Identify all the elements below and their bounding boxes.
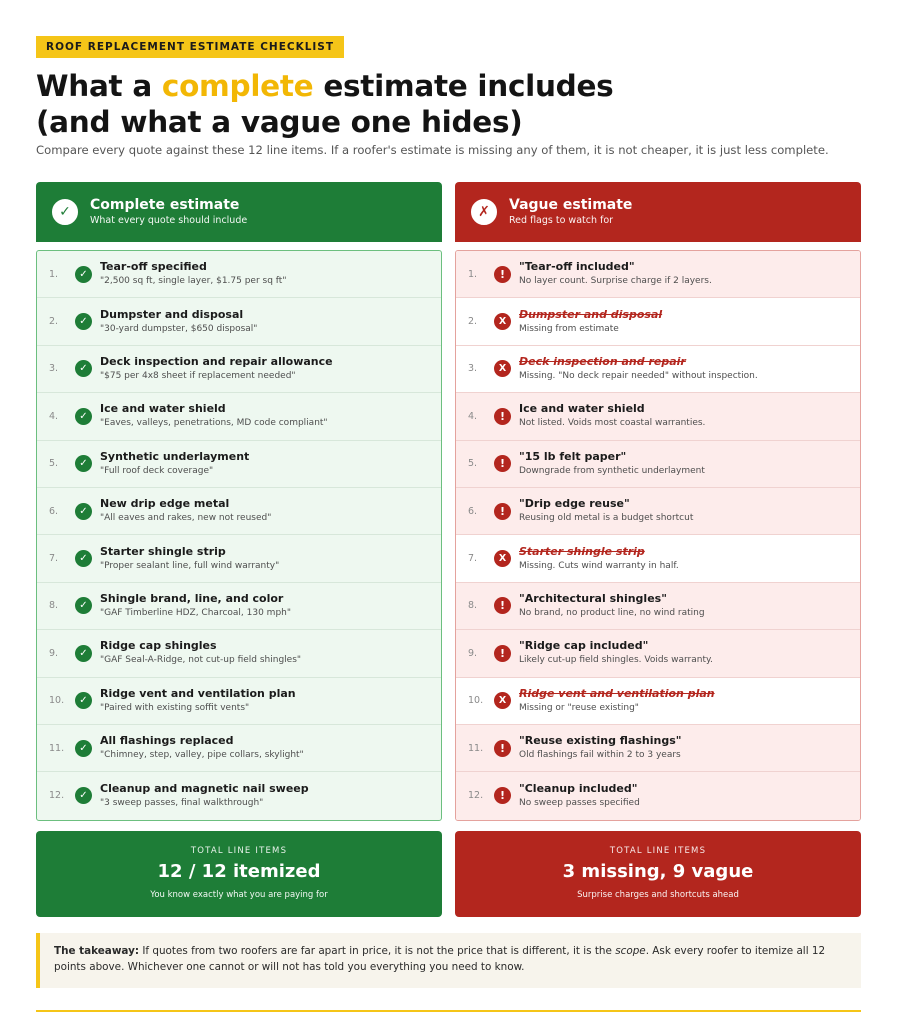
takeaway-callout (36, 933, 861, 988)
item-detail: "All eaves and rakes, new not reused" (100, 513, 272, 524)
x-icon: X (494, 692, 511, 709)
item-detail: "GAF Seal-A-Ridge, not cut-up field shingles" (100, 655, 302, 666)
item-title: Synthetic underlayment (100, 449, 250, 463)
item-number: 1. (49, 268, 59, 280)
item-number: 3. (49, 363, 59, 375)
item-detail: Reusing old metal is a budget shortcut (519, 513, 694, 524)
x-icon: X (494, 360, 511, 377)
alert-icon: ! (494, 787, 511, 804)
item-detail: "2,500 sq ft, single layer, $1.75 per sq ft" (100, 276, 287, 287)
complete-item (37, 772, 441, 819)
item-title: "Architectural shingles" (519, 591, 667, 605)
item-number: 9. (49, 647, 59, 659)
item-detail: Missing or "reuse existing" (519, 702, 639, 713)
item-number: 5. (468, 458, 478, 470)
item-detail: "GAF Timberline HDZ, Charcoal, 130 mph" (100, 607, 291, 618)
item-title: Dumpster and disposal (100, 307, 244, 321)
item-title: Starter shingle strip (519, 544, 645, 558)
check-icon: ✓ (52, 199, 78, 225)
item-number: 2. (49, 316, 59, 328)
item-number: 12. (468, 790, 484, 802)
vague-estimate-column (455, 182, 861, 821)
complete-title: Complete estimate (90, 197, 240, 213)
item-title: Deck inspection and repair (519, 354, 686, 368)
item-number: 7. (49, 553, 59, 565)
vague-item (456, 346, 860, 393)
item-number: 4. (49, 410, 59, 422)
item-detail: Missing. Cuts wind warranty in half. (519, 560, 679, 571)
x-icon: X (494, 313, 511, 330)
vague-total-card (455, 831, 861, 917)
item-title: "Cleanup included" (519, 781, 638, 795)
title-accent: complete (161, 69, 314, 103)
check-icon: ✓ (75, 455, 92, 472)
item-detail: "Paired with existing soffit vents" (100, 702, 250, 713)
item-detail: No layer count. Surprise charge if 2 layers. (519, 276, 712, 287)
vague-item (456, 251, 860, 298)
complete-item (37, 725, 441, 772)
item-detail: Old flashings fail within 2 to 3 years (519, 750, 681, 761)
item-detail: Likely cut-up field shingles. Voids warranty. (519, 655, 713, 666)
item-title: Starter shingle strip (100, 544, 226, 558)
complete-total-label: TOTAL LINE ITEMS (190, 846, 288, 856)
complete-estimate-column (36, 182, 442, 821)
item-detail: "$75 per 4x8 sheet if replacement needed" (100, 370, 296, 381)
alert-icon: ! (494, 503, 511, 520)
takeaway-text-1: If quotes from two roofers are far apart in price, it is not the price that is different, it is the (139, 945, 616, 957)
item-number: 9. (468, 647, 478, 659)
alert-icon: ! (494, 740, 511, 757)
vague-item (456, 393, 860, 440)
vague-item (456, 630, 860, 677)
page-subtitle: Compare every quote against these 12 line items. If a roofer's estimate is missing any of them, it is not cheaper, it is just less complete. (36, 143, 829, 157)
item-detail: "3 sweep passes, final walkthrough" (100, 797, 264, 808)
item-title: All flashings replaced (100, 734, 234, 748)
item-number: 10. (468, 695, 484, 707)
vague-list (455, 250, 861, 821)
item-title: "Drip edge reuse" (519, 497, 630, 511)
page-title (36, 68, 856, 140)
vague-item (456, 583, 860, 630)
alert-icon: ! (494, 455, 511, 472)
check-icon: ✓ (75, 597, 92, 614)
item-title: Shingle brand, line, and color (100, 591, 284, 605)
vague-header (455, 182, 861, 242)
item-number: 4. (468, 410, 478, 422)
x-icon: X (494, 550, 511, 567)
vague-total-note: Surprise charges and shortcuts ahead (577, 890, 739, 900)
vague-total-value: 3 missing, 9 vague (562, 861, 754, 882)
item-title: Ridge cap shingles (100, 639, 217, 653)
item-title: Tear-off specified (100, 260, 207, 274)
check-icon: ✓ (75, 360, 92, 377)
complete-item (37, 630, 441, 677)
vague-item (456, 441, 860, 488)
item-detail: "Eaves, valleys, penetrations, MD code compliant" (100, 418, 328, 429)
item-detail: Missing from estimate (519, 323, 619, 334)
check-icon: ✓ (75, 408, 92, 425)
vague-total-label: TOTAL LINE ITEMS (609, 846, 707, 856)
item-title: Dumpster and disposal (519, 307, 663, 321)
item-title: Deck inspection and repair allowance (100, 354, 333, 368)
complete-total-note: You know exactly what you are paying for (150, 890, 328, 900)
item-number: 12. (49, 790, 65, 802)
item-detail: "Full roof deck coverage" (100, 465, 214, 476)
item-title: Ridge vent and ventilation plan (519, 686, 715, 700)
item-detail: "30-yard dumpster, $650 disposal" (100, 323, 258, 334)
takeaway-emphasis: scope (615, 945, 646, 957)
complete-total-card (36, 831, 442, 917)
alert-icon: ! (494, 266, 511, 283)
item-detail: Downgrade from synthetic underlayment (519, 465, 705, 476)
complete-item (37, 298, 441, 345)
item-title: "15 lb felt paper" (519, 449, 627, 463)
item-number: 8. (49, 600, 59, 612)
complete-list (36, 250, 442, 821)
item-number: 6. (49, 505, 59, 517)
complete-item (37, 251, 441, 298)
check-icon: ✓ (75, 266, 92, 283)
complete-subtitle: What every quote should include (90, 215, 248, 226)
vague-item (456, 678, 860, 725)
item-number: 11. (468, 742, 484, 754)
alert-icon: ! (494, 645, 511, 662)
title-part-1: What a (36, 69, 162, 103)
complete-item (37, 535, 441, 582)
item-number: 7. (468, 553, 478, 565)
item-detail: No sweep passes specified (519, 797, 640, 808)
x-icon: ✗ (471, 199, 497, 225)
item-number: 6. (468, 505, 478, 517)
takeaway-text-2: . Ask every roofer to itemize all 12 points above. Whichever one cannot or will not has told you everything you need to know. (54, 945, 826, 973)
check-icon: ✓ (75, 692, 92, 709)
item-title: "Reuse existing flashings" (519, 734, 682, 748)
vague-item (456, 535, 860, 582)
takeaway-lead: The takeaway: (54, 945, 140, 957)
vague-item (456, 725, 860, 772)
item-number: 5. (49, 458, 59, 470)
item-number: 1. (468, 268, 478, 280)
vague-subtitle: Red flags to watch for (509, 215, 614, 226)
check-icon: ✓ (75, 645, 92, 662)
complete-item (37, 346, 441, 393)
item-number: 3. (468, 363, 478, 375)
item-title: Ice and water shield (100, 402, 226, 416)
item-number: 8. (468, 600, 478, 612)
item-detail: "Chimney, step, valley, pipe collars, skylight" (100, 750, 304, 761)
complete-header (36, 182, 442, 242)
item-detail: Not listed. Voids most coastal warranties. (519, 418, 706, 429)
item-title: "Tear-off included" (519, 260, 635, 274)
vague-item (456, 488, 860, 535)
check-icon: ✓ (75, 313, 92, 330)
alert-icon: ! (494, 408, 511, 425)
item-number: 2. (468, 316, 478, 328)
complete-item (37, 441, 441, 488)
item-title: Ridge vent and ventilation plan (100, 686, 296, 700)
item-title: Cleanup and magnetic nail sweep (100, 781, 309, 795)
item-detail: Missing. "No deck repair needed" without inspection. (519, 370, 758, 381)
vague-item (456, 298, 860, 345)
check-icon: ✓ (75, 503, 92, 520)
item-title: Ice and water shield (519, 402, 645, 416)
title-line-2: (and what a vague one hides) (36, 105, 523, 139)
complete-item (37, 488, 441, 535)
title-part-2: estimate includes (313, 69, 614, 103)
vague-title: Vague estimate (509, 197, 633, 213)
item-title: "Ridge cap included" (519, 639, 649, 653)
item-detail: No brand, no product line, no wind rating (519, 607, 705, 618)
complete-item (37, 393, 441, 440)
check-icon: ✓ (75, 787, 92, 804)
vague-item (456, 772, 860, 819)
kicker-label: ROOF REPLACEMENT ESTIMATE CHECKLIST (36, 36, 344, 58)
check-icon: ✓ (75, 740, 92, 757)
alert-icon: ! (494, 597, 511, 614)
check-icon: ✓ (75, 550, 92, 567)
item-number: 11. (49, 742, 65, 754)
item-number: 10. (49, 695, 65, 707)
item-detail: "Proper sealant line, full wind warranty" (100, 560, 280, 571)
item-title: New drip edge metal (100, 497, 230, 511)
complete-item (37, 583, 441, 630)
footer-divider (36, 1010, 861, 1012)
complete-item (37, 678, 441, 725)
complete-total-value: 12 / 12 itemized (157, 861, 321, 882)
